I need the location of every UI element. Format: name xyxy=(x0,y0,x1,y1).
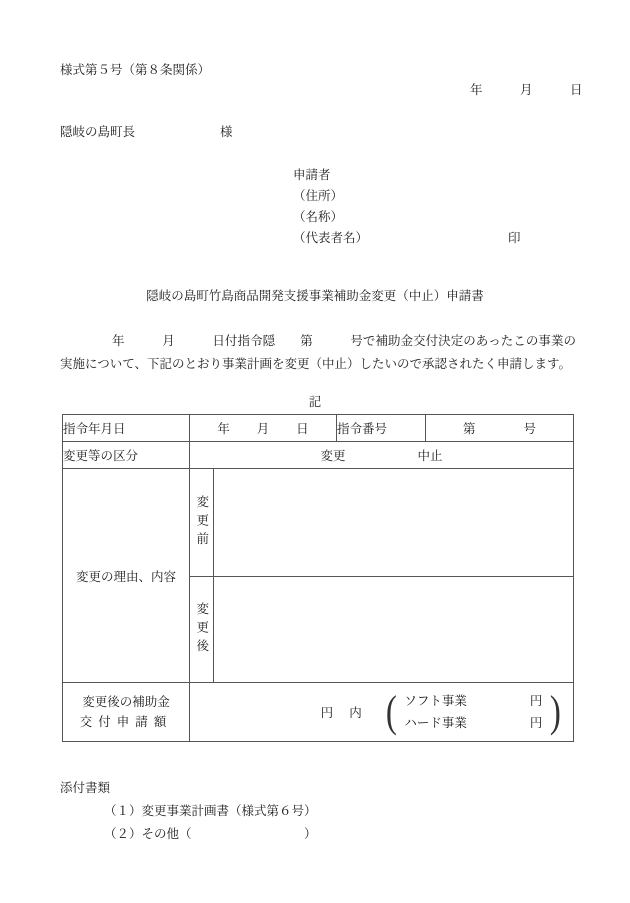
reason-label: 変更の理由、内容 xyxy=(63,469,190,683)
amount-hard-label: ハード事業 xyxy=(404,716,467,730)
category-option-cancel[interactable]: 中止 xyxy=(417,449,443,463)
attachment-item-1: （１）変更事業計画書（様式第６号） xyxy=(104,804,317,818)
table-row xyxy=(63,683,574,742)
amount-breakdown xyxy=(384,687,563,736)
attachments-heading: 添付書類 xyxy=(60,781,111,795)
table-row xyxy=(63,415,574,442)
category-label: 変更等の区分 xyxy=(63,442,190,469)
reason-after-value[interactable] xyxy=(214,577,574,683)
page-title: 隠岐の島町竹島商品開発支援事業補助金変更（中止）申請書 xyxy=(146,289,484,303)
category-option-change[interactable]: 変更 xyxy=(320,449,346,463)
amount-hard-yen: 円 xyxy=(529,716,543,730)
body-paragraph xyxy=(60,330,576,376)
table-row xyxy=(63,442,574,469)
amount-hard-row[interactable] xyxy=(404,712,542,734)
amount-label-line1: 変更後の補助金 xyxy=(82,695,170,709)
amount-soft-label: ソフト事業 xyxy=(404,694,467,708)
amount-yen-uchi xyxy=(321,703,378,721)
applicant-heading: 申請者 xyxy=(293,168,331,182)
order-date-value[interactable] xyxy=(190,415,337,442)
brace-close-icon: ) xyxy=(550,687,562,736)
amount-soft-yen: 円 xyxy=(529,694,543,708)
order-date-label: 指令年月日 xyxy=(63,415,190,442)
order-date-month: 月 xyxy=(256,422,270,436)
order-number-value[interactable] xyxy=(426,415,574,442)
reason-before-label: 変更前 xyxy=(190,469,214,577)
date-line: 年 月 日 xyxy=(470,83,583,97)
order-number-dai: 第 xyxy=(463,422,476,436)
applicant-name-label: （名称） xyxy=(293,210,344,224)
order-date-year: 年 xyxy=(217,422,230,436)
amount-soft-row[interactable] xyxy=(404,690,542,712)
brace-open-icon: ( xyxy=(385,687,397,736)
attachments-section xyxy=(60,777,317,846)
body-line-2: いて、下記のとおり事業計画を変更（中止）したいので承認されたく申請します。 xyxy=(109,357,572,371)
amount-yen: 円 xyxy=(320,706,350,720)
order-number-gou: 号 xyxy=(523,422,537,436)
reason-after-label: 変更後 xyxy=(190,577,214,683)
seal-mark: 印 xyxy=(508,231,521,245)
applicant-address-label: （住所） xyxy=(293,189,344,203)
amount-label-line2: 交付申請額 xyxy=(79,715,173,729)
applicant-block xyxy=(293,165,368,249)
addressee: 隠岐の島町長 xyxy=(60,125,136,139)
order-number-label: 指令番号 xyxy=(337,415,426,442)
addressee-honorific: 様 xyxy=(220,125,233,139)
body-line-1: 年 月 日付指令隠 第 号で補助金交付決定のあったこの事業の実施につ xyxy=(60,334,576,371)
applicant-representative-label: （代表者名） xyxy=(293,231,369,245)
amount-uchi: 内 xyxy=(349,706,378,720)
table-row xyxy=(63,469,574,577)
form-code: 様式第５号（第８条関係） xyxy=(60,63,211,77)
application-table xyxy=(62,414,574,742)
ki-marker: 記 xyxy=(308,395,322,409)
category-options[interactable] xyxy=(190,442,574,469)
amount-label xyxy=(63,683,190,742)
order-date-day: 日 xyxy=(296,422,309,436)
attachment-item-2[interactable]: （２）その他（ ） xyxy=(104,827,317,841)
amount-value-cell[interactable] xyxy=(190,683,574,742)
reason-before-value[interactable] xyxy=(214,469,574,577)
